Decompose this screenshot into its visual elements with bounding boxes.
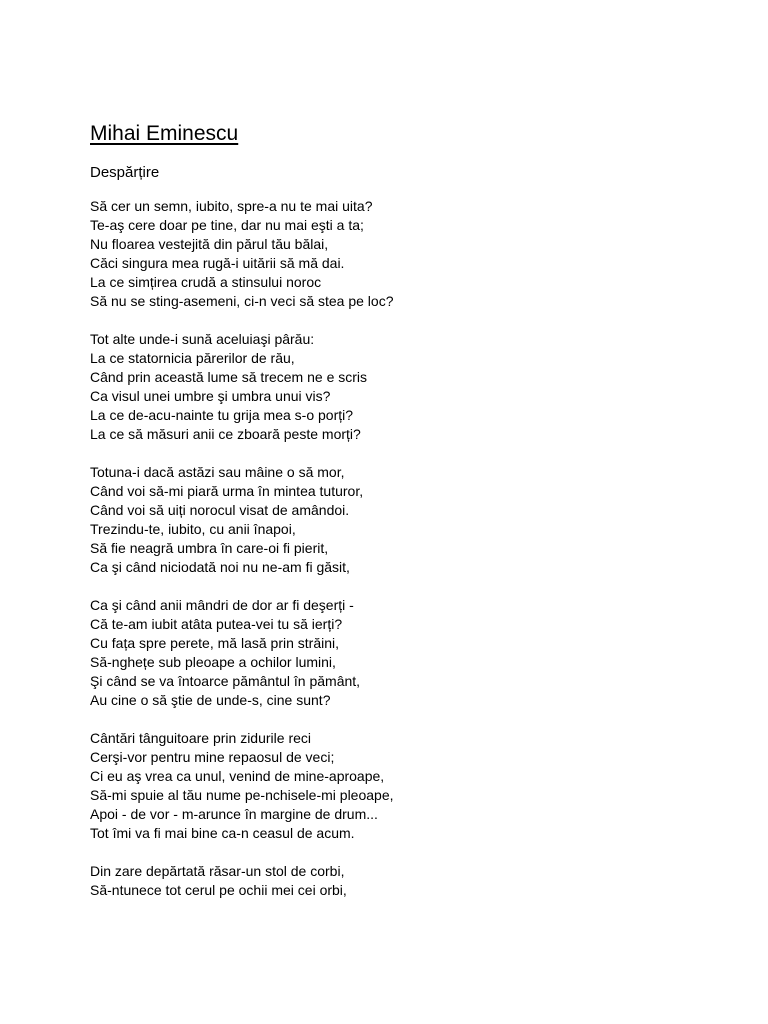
poem-line: La ce simțirea crudă a stinsului noroc <box>90 274 322 290</box>
poem-line: Căci singura mea rugă-i uitării să mă dai. <box>90 255 345 271</box>
poem-line: Să-ntunece tot cerul pe ochii mei cei orbi, <box>90 882 347 898</box>
stanza <box>90 330 730 444</box>
poem-line: Să nu se sting-asemeni, ci-n veci să stea pe loc? <box>90 293 394 309</box>
poem-line: Nu floarea vestejită din părul tău bălai, <box>90 236 329 252</box>
poem-title: Despărțire <box>90 164 160 181</box>
stanza <box>90 862 730 900</box>
poem-line: Au cine o să ştie de unde-s, cine sunt? <box>90 692 331 708</box>
poem-line: Ca şi când niciodată noi nu ne-am fi găsit, <box>90 559 350 575</box>
poem-line: Că te-am iubit atâta putea-vei tu să ierți? <box>90 616 343 632</box>
poem-line: Trezindu-te, iubito, cu anii înapoi, <box>90 521 296 537</box>
poem-line: Să-nghețe sub pleoape a ochilor lumini, <box>90 654 336 670</box>
poem-line: Când voi să uiți norocul visat de amândoi. <box>90 502 350 518</box>
poem-line: Din zare depărtată răsar-un stol de corbi, <box>90 863 345 879</box>
poem-line: Cu fața spre perete, mă lasă prin străini, <box>90 635 340 651</box>
poem-line: Te-aş cere doar pe tine, dar nu mai eşti a ta; <box>90 217 364 233</box>
poem-body <box>90 197 730 900</box>
poem-line: Cerşi-vor pentru mine repaosul de veci; <box>90 749 335 765</box>
poem-line: Să-mi spuie al tău nume pe-nchisele-mi pleoape, <box>90 787 394 803</box>
poem-line: La ce statornicia părerilor de rău, <box>90 350 295 366</box>
poem-line: La ce de-acu-nainte tu grija mea s-o porți? <box>90 407 354 423</box>
poem-line: Tot alte unde-i sună aceluiaşi pârău: <box>90 331 315 347</box>
stanza <box>90 463 730 577</box>
poem-line: Să fie neagră umbra în care-oi fi pierit, <box>90 540 329 556</box>
document-page <box>90 120 730 919</box>
poem-line: Totuna-i dacă astăzi sau mâine o să mor, <box>90 464 345 480</box>
poem-line: Să cer un semn, iubito, spre-a nu te mai uita? <box>90 198 373 214</box>
poem-line: Şi când se va întoarce pământul în pământ, <box>90 673 361 689</box>
poem-line: Cântări tânguitoare prin zidurile reci <box>90 730 311 746</box>
stanza <box>90 197 730 311</box>
poem-line: Când prin această lume să trecem ne e scris <box>90 369 368 385</box>
poem-line: Când voi să-mi piară urma în mintea tuturor, <box>90 483 364 499</box>
poem-line: Ca visul unei umbre şi umbra unui vis? <box>90 388 331 404</box>
poem-line: Ca şi când anii mândri de dor ar fi deşerți - <box>90 597 354 613</box>
stanza <box>90 596 730 710</box>
poem-line: Ci eu aş vrea ca unul, venind de mine-aproape, <box>90 768 385 784</box>
poem-line: Tot îmi va fi mai bine ca-n ceasul de acum. <box>90 825 355 841</box>
poem-line: Apoi - de vor - m-arunce în margine de drum... <box>90 806 378 822</box>
poem-line: La ce să măsuri anii ce zboară peste morți? <box>90 426 361 442</box>
author-heading: Mihai Eminescu <box>90 122 239 145</box>
stanza <box>90 729 730 843</box>
